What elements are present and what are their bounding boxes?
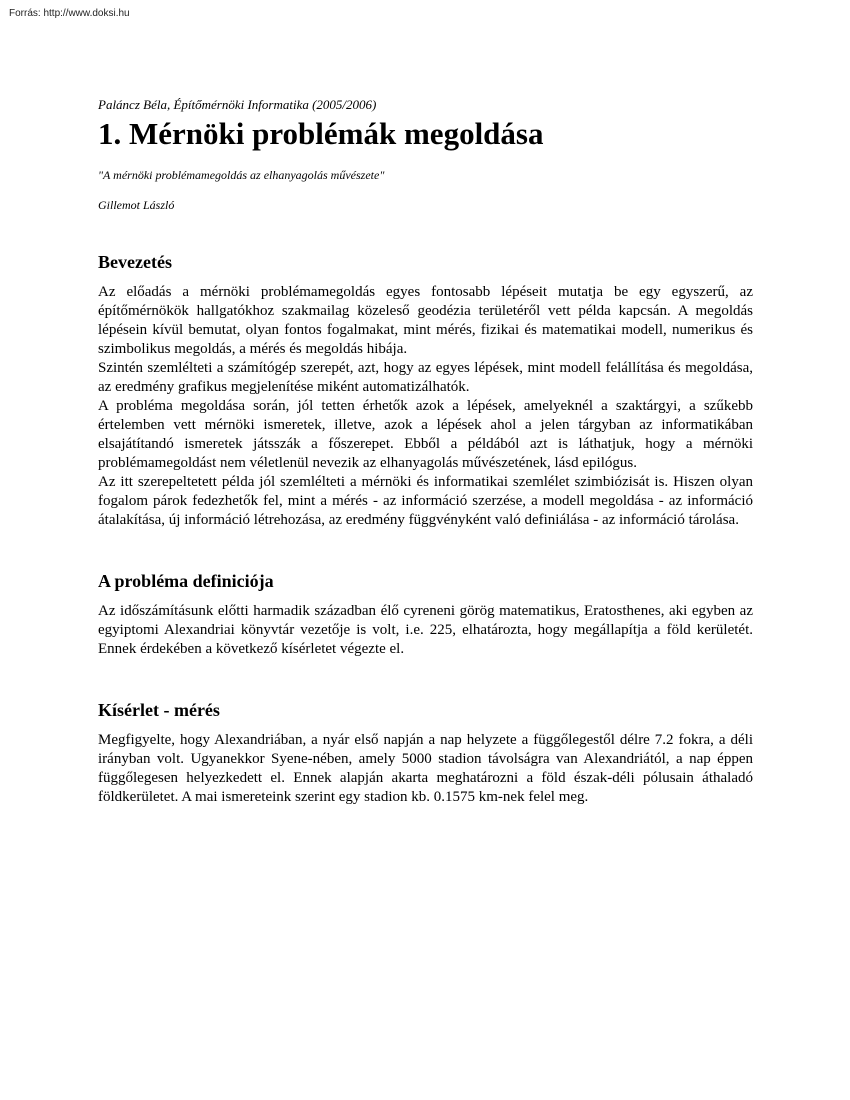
page-title: 1. Mérnöki problémák megoldása bbox=[98, 116, 544, 151]
paragraph: Szintén szemlélteti a számítógép szerepét, azt, hogy az egyes lépések, mint modell felállítása és megoldása, az eredmény grafikus megjelenítése miként automatizálhatók. bbox=[98, 360, 753, 395]
motto-author: Gillemot László bbox=[98, 198, 175, 212]
paragraph: Az előadás a mérnöki problémamegoldás egyes fontosabb lépéseit mutatja be egy egyszerű, az építőmérnökök hallgatókhoz szakmailag közeleső geodézia területéről vett példa kapcsán. A megoldás lépésein kívül bemutat, olyan fontos fogalmakat, mint mérés, fizikai és matematikai modell, numerikus és szimbolikus megoldás, a mérés és megoldás hibája. bbox=[98, 284, 753, 357]
section-heading: Kísérlet - mérés bbox=[98, 700, 220, 720]
section-body bbox=[98, 283, 753, 530]
source-url-line: Forrás: http://www.doksi.hu bbox=[9, 8, 130, 19]
section-bevezetes bbox=[98, 251, 753, 530]
motto-quote: "A mérnöki problémamegoldás az elhanyagolás művészete" bbox=[98, 168, 385, 182]
paragraph: Az időszámításunk előtti harmadik században élő cyreneni görög matematikus, Eratosthenes, aki egyben az egyiptomi Alexandriai könyvtár vezetője is volt, i.e. 225, elhatározta, hogy megállapítja a föld kerületét. Ennek érdekében a következő kísérletet végezte el. bbox=[98, 603, 753, 657]
section-problem-definition bbox=[98, 570, 753, 659]
paragraph: A probléma megoldása során, jól tetten érhetők azok a lépések, amelyeknél a szaktárgyi, a szűkebb értelemben vett mérnöki ismeretek, illetve, azok a lépések ahol a jelen tárgyban az informatikában elsajátítandó ismeretek játsszák a főszerepet. Ebből a példából azt is láthatjuk, hogy a mérnöki problémamegoldást nem véletlenül nevezik az elhanyagolás művészetének, lásd epilógus. bbox=[98, 398, 753, 471]
document-page bbox=[98, 96, 753, 807]
section-body bbox=[98, 602, 753, 659]
section-heading: A probléma definiciója bbox=[98, 571, 274, 591]
section-heading: Bevezetés bbox=[98, 252, 172, 272]
author-course-line: Paláncz Béla, Építőmérnöki Informatika (2005/2006) bbox=[98, 97, 377, 112]
section-body bbox=[98, 731, 753, 807]
paragraph: Megfigyelte, hogy Alexandriában, a nyár első napján a nap helyzete a függőlegestől délre 7.2 fokra, a déli irányban volt. Ugyanekkor Syene-nében, amely 5000 stadion távolságra van Alexandriától, a nap éppen függőlegesen helyezkedett el. Ennek alapján akarta meghatározni a föld észak-déli pólusain áthaladó földkerületet. A mai ismereteink szerint egy stadion kb. 0.1575 km-nek felel meg. bbox=[98, 732, 753, 805]
paragraph: Az itt szerepeltetett példa jól szemlélteti a mérnöki és informatikai szemlélet szimbiózisát is. Hiszen olyan fogalom párok fedezhetők fel, mint a mérés - az információ szerzése, a modell megoldása - az információ átalakítása, új információ létrehozása, az eredmény függvényként való definiálása - az információ tárolása. bbox=[98, 474, 753, 528]
section-experiment-measurement bbox=[98, 699, 753, 807]
